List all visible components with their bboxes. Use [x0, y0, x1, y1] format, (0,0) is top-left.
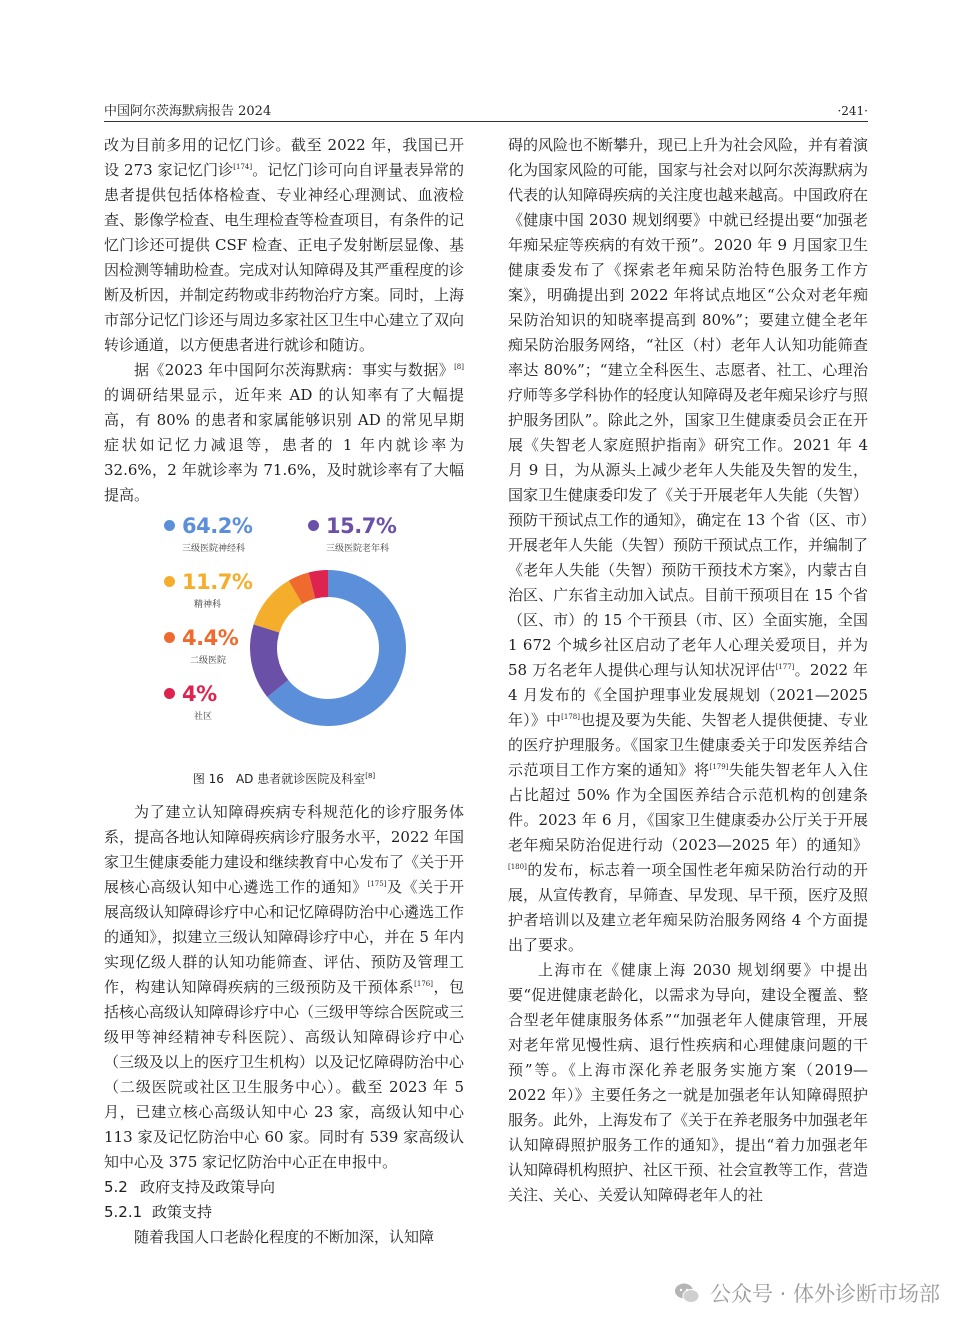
legend-label: 社区 — [194, 712, 213, 722]
section-heading-5-2-1: 5.2.1 政策支持 — [104, 1203, 213, 1221]
legend-item-neuro — [164, 514, 252, 562]
legend-dot — [164, 632, 175, 643]
figure-16 — [104, 514, 464, 759]
citation: [180] — [508, 863, 527, 871]
legend-percent: 11.7% — [182, 570, 253, 594]
legend-label: 三级医院老年科 — [326, 544, 390, 554]
page-number: ·241· — [837, 104, 868, 118]
citation: [179] — [709, 763, 729, 771]
legend-item-geriatric — [308, 514, 396, 562]
citation: [176] — [414, 980, 433, 988]
legend-dot — [164, 576, 175, 587]
paragraph: 上海市在《健康上海 2030 规划纲要》中提出要“促进健康老龄化，以需求为导向，建设全覆盖、整合型老年健康服务体系”“加强老年人健康管理，开展对老年常见慢性病、退行性疾病和心理健康问题的干预”等。《上海市深化养老服务实施方案（2019—2022 年）》主要任务之一就是加强老年认知障碍照护服务。此外，上海发布了《关于在养老服务中加强老年认知障碍照护服务工作的通知》，提出“着力加强老年认知障碍机构照护、社区干预、社会宣教等工作，营造关注、关心、关爱认知障碍老年人的社 — [508, 961, 869, 1204]
running-header-title: 中国阿尔茨海默病报告 2024 — [104, 104, 272, 119]
legend-percent: 15.7% — [326, 514, 397, 538]
citation: [8] — [365, 772, 376, 780]
left-column — [104, 133, 464, 1250]
header-rule — [104, 121, 868, 122]
citation: [177] — [775, 663, 795, 671]
paragraph: 为了建立认知障碍疾病专科规范化的诊疗服务体系，提高各地认知障碍疾病诊疗服务水平，2022 年国家卫生健康委能力建设和继续教育中心发布了《关于开展核心高级认知中心遴选工作的通知》[175]及《关于开展高级认知障碍诊疗中心和记忆障碍防治中心遴选工作的通知》，拟建立三级认知障碍诊疗中心，并在 5 年内实现亿级人群的认知功能筛查、评估、预防及管理工作，构建认知障碍疾病的三级预防及干预体系[176]，包括核心高级认知障碍诊疗中心（三级甲等综合医院或三级甲等神经精神专科医院）、高级认知障碍诊疗中心（三级及以上的医疗卫生机构）以及记忆障碍防治中心（二级医院或社区卫生服务中心）。截至 2023 年 5 月，已建立核心高级认知中心 23 家，高级认知中心 113 家及记忆防治中心 60 家。同时有 539 家高级认知中心及 375 家记忆防治中心正在申报中。 — [104, 803, 465, 1171]
citation: [8] — [454, 363, 464, 371]
legend-dot — [308, 520, 319, 531]
legend-percent: 4% — [182, 682, 217, 706]
watermark — [674, 1278, 940, 1308]
legend-percent: 4.4% — [182, 626, 239, 650]
legend-item-psych — [164, 570, 252, 618]
watermark-text: 公众号 · 体外诊断市场部 — [709, 1282, 940, 1306]
paragraph: 碍的风险也不断攀升，现已上升为社会风险，并有着演化为国家风险的可能，国家与社会对以阿尔茨海默病为代表的认知障碍疾病的关注度也越来越高。中国政府在《健康中国 2030 规划纲要》中就已经提出要“加强老年痴呆症等疾病的有效干预”。2020 年 9 月国家卫生健康委发布了《探索老年痴呆防治特色服务工作方案》，明确提出到 2022 年将试点地区“公众对老年痴呆防治知识的知晓率提高到 80%”；要建立健全老年痴呆防治服务网络，“社区（村）老年人认知功能筛查率达 80%”；“建立全科医生、志愿者、社工、心理治疗师等多学科协作的轻度认知障碍及老年痴呆诊疗与照护服务团队”。除此之外，国家卫生健康委员会正在开展《失智老人家庭照护指南》研究工作。2021 年 4 月 9 日，为从源头上减少老年人失能及失智的发生，国家卫生健康委印发了《关于开展老年人失能（失智）预防干预试点工作的通知》，确定在 13 个省（区、市）开展老年人失能（失智）预防干预试点工作，并编制了《老年人失能（失智）预防干预技术方案》，内蒙古自治区、广东省主动加入试点。目前干预项目在 15 个省（区、市）的 15 个干预县（市、区）全面实施，全国 1 672 个城乡社区启动了老年人心理关爱项目，并为 58 万名老年人提供心理与认知状况评估[177]。2022 年 4 月发布的《全国护理事业发展规划（2021—2025 年）》中[178]也提及要为失能、失智老人提供便捷、专业的医疗护理服务。《国家卫生健康委关于印发医养结合示范项目工作方案的通知》将[179]失能失智老年人入住占比超过 50% 作为全国医养结合示范机构的创建条件。2023 年 6 月，《国家卫生健康委办公厅关于开展老年痴呆防治促进行动（2023—2025 年）的通知》[180]的发布，标志着一项全国性老年痴呆防治行动的开展，从宣传教育，早筛查、早发现、早干预，医疗及照护者培训以及建立老年痴呆防治服务网络 4 个方面提出了要求。 — [508, 136, 869, 954]
paragraph: 据《2023 年中国阿尔茨海默病：事实与数据》[8]的调研结果显示，近年来 AD 的认知率有了大幅提高，有 80% 的患者和家属能够识别 AD 的常见早期症状如记忆力减退等，患者的 1 年内就诊率为 32.6%，2 年就诊率为 71.6%，及时就诊率有了大幅提高。 — [104, 361, 464, 504]
wechat-icon — [674, 1282, 700, 1304]
citation: [178] — [561, 713, 580, 721]
legend-label: 精神科 — [194, 600, 222, 610]
right-column — [508, 133, 868, 1208]
citation: [175] — [367, 880, 387, 888]
section-heading-5-2: 5.2 政府支持及政策导向 — [104, 1178, 276, 1196]
citation: [174] — [233, 163, 253, 171]
donut-chart — [248, 568, 408, 728]
legend-percent: 64.2% — [182, 514, 253, 538]
legend-label: 二级医院 — [190, 656, 227, 666]
figure-caption: 图 16 AD 患者就诊医院及科室[8] — [192, 772, 376, 786]
legend-dot — [164, 688, 175, 699]
legend-dot — [164, 520, 175, 531]
paragraph: 改为目前多用的记忆门诊。截至 2022 年，我国已开设 273 家记忆门诊[174]。记忆门诊可向自评量表异常的患者提供包括体格检查、专业神经心理测试、血液检查、影像学检查、电生理检查等检查项目，有条件的记忆门诊还可提供 CSF 检查、正电子发射断层显像、基因检测等辅助检查。完成对认知障碍及其严重程度的诊断及析因，并制定药物或非药物治疗方案。同时，上海市部分记忆门诊还与周边多家社区卫生中心建立了双向转诊通道，以方便患者进行就诊和随访。 — [104, 136, 465, 354]
paragraph: 随着我国人口老龄化程度的不断加深，认知障 — [134, 1228, 435, 1246]
legend-label: 三级医院神经科 — [182, 544, 246, 554]
legend-item-secondary — [164, 626, 238, 674]
legend-item-community — [164, 682, 217, 730]
